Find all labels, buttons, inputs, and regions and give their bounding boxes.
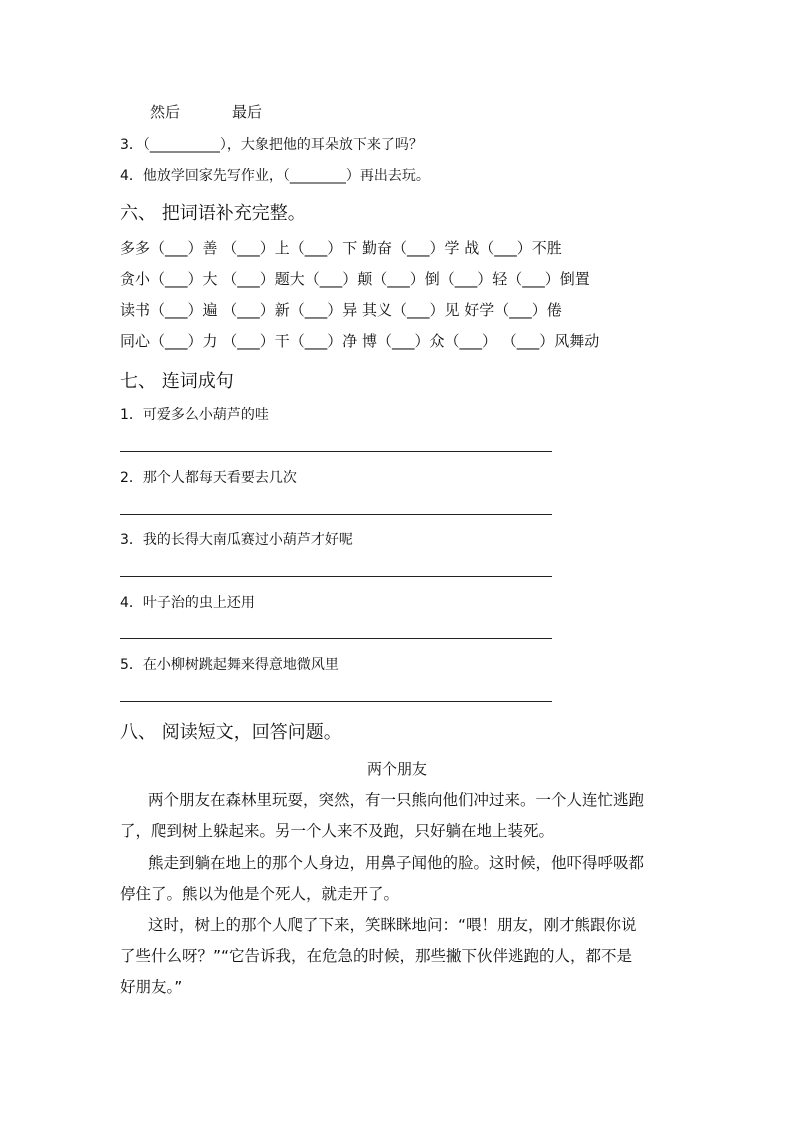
sentence-item-4: 4．叶子治的虫上还用 bbox=[120, 595, 255, 611]
section-6-heading: 六、 把词语补充完整。 bbox=[120, 203, 306, 224]
passage-line-5: 这时，树上的那个人爬了下来，笑眯眯地问：“喂！朋友，刚才熊跟你说 bbox=[148, 916, 637, 934]
answer-line-1[interactable] bbox=[120, 451, 552, 452]
idiom-row-2: 贪小（___）大 （___）题大（___）颠（___）倒（___）轻（___）倒置 bbox=[120, 270, 590, 288]
idiom-row-1: 多多（___）善 （___）上（___）下 勤奋（___）学 战（___）不胜 bbox=[120, 239, 562, 257]
passage-line-3: 熊走到躺在地上的那个人身边，用鼻子闻他的脸。这时候，他吓得呼吸都 bbox=[148, 854, 645, 872]
passage-line-6: 了些什么呀？”“它告诉我，在危急的时候，那些撇下伙伴逃跑的人，都不是 bbox=[120, 947, 633, 965]
section-7-heading: 七、 连词成句 bbox=[120, 371, 234, 392]
section-8-heading: 八、 阅读短文，回答问题。 bbox=[120, 722, 342, 743]
word-option-ranhou: 然后 bbox=[150, 103, 181, 121]
sentence-item-5: 5．在小柳树跳起舞来得意地微风里 bbox=[120, 657, 339, 673]
idiom-row-3: 读书（___）遍 （___）新（___）异 其义（___）见 好学（___）倦 bbox=[120, 301, 562, 319]
passage-line-4: 停住了。熊以为他是个死人，就走开了。 bbox=[120, 885, 400, 903]
passage-title: 两个朋友 bbox=[366, 760, 427, 778]
word-option-zuihou: 最后 bbox=[232, 103, 263, 121]
sentence-item-2: 2．那个人都每天看要去几次 bbox=[120, 470, 297, 486]
answer-line-2[interactable] bbox=[120, 514, 552, 515]
sentence-item-3: 3．我的长得大南瓜赛过小葫芦才好呢 bbox=[120, 532, 353, 548]
passage-line-2: 了，爬到树上躲起来。另一个人来不及跑，只好躺在地上装死。 bbox=[120, 822, 555, 840]
sentence-item-1: 1．可爱多么小葫芦的哇 bbox=[120, 407, 269, 423]
fill-sentence-3: 3．（__________），大象把他的耳朵放下来了吗？ bbox=[120, 137, 423, 153]
idiom-row-4: 同心（___）力 （___）干（___）净 博（___）众（___） （___）风舞动 bbox=[120, 332, 600, 350]
passage-line-7: 好朋友。” bbox=[120, 978, 183, 996]
answer-line-3[interactable] bbox=[120, 576, 552, 577]
answer-line-4[interactable] bbox=[120, 638, 552, 639]
passage-line-1: 两个朋友在森林里玩耍，突然，有一只熊向他们冲过来。一个人连忙逃跑 bbox=[148, 791, 645, 809]
answer-line-5[interactable] bbox=[120, 701, 552, 702]
fill-sentence-4: 4．他放学回家先写作业，（________）再出去玩。 bbox=[120, 168, 430, 184]
